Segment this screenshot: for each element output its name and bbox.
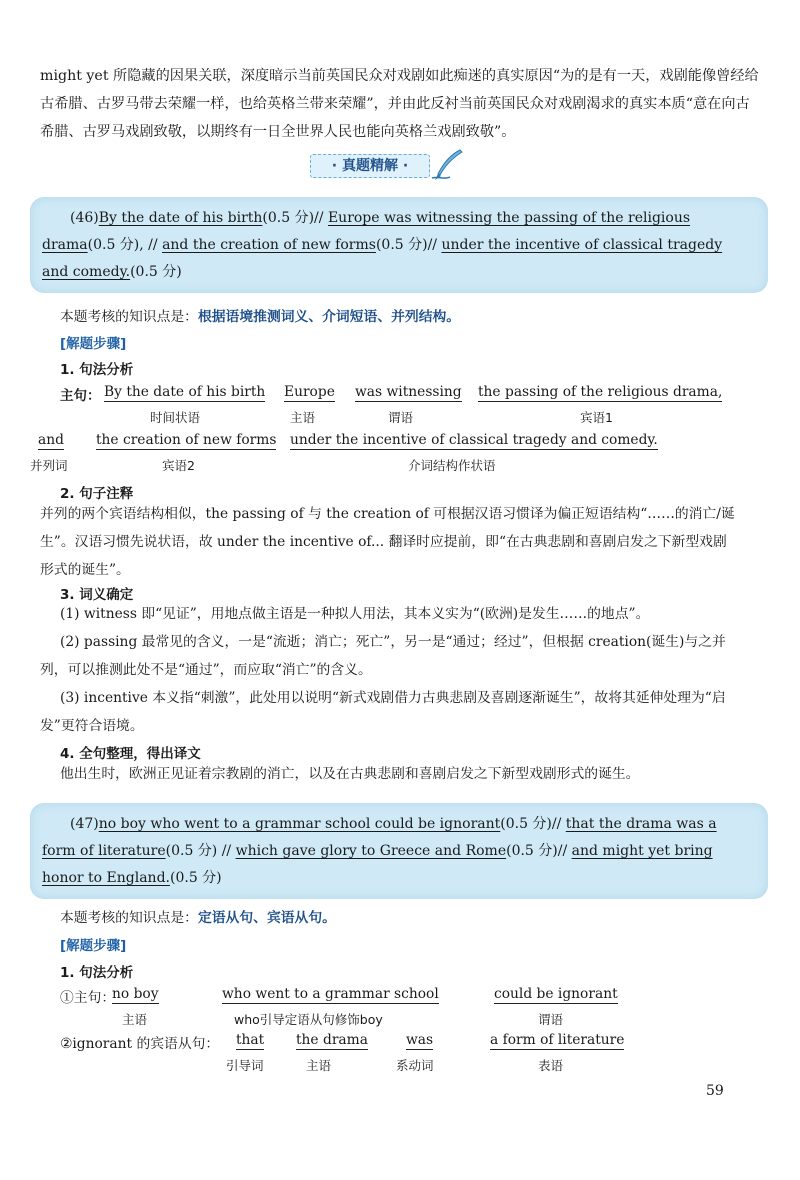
segment-label: 引导词	[226, 1058, 264, 1073]
main-clause-prefix: ①主句：	[60, 990, 116, 1006]
score-mark: (0.5 分)//	[500, 816, 566, 832]
heading-note-46: 2. 句子注释	[60, 486, 134, 502]
segment-label: 谓语	[388, 410, 414, 425]
knowledge-point-47	[60, 906, 336, 926]
segment: By the date of his birth	[104, 384, 266, 400]
answer-box-47	[30, 803, 768, 899]
segment-label: 系动词	[396, 1058, 434, 1073]
word-note-1: (1) witness 即“见证”，用地点做主语是一种拟人用法，其本义实为“(欧洲)是发生……的地点”。	[60, 606, 650, 622]
score-mark: (0.5 分)	[130, 264, 182, 280]
score-mark: (0.5 分)	[170, 870, 222, 886]
answer-box-46	[30, 197, 768, 293]
segment-label: 宾语1	[580, 410, 613, 425]
segment-label: 宾语2	[162, 458, 195, 473]
quill-pen-icon	[430, 148, 466, 182]
note-text: 并列的两个宾语结构相似，the passing of 与 the creation of 可根据汉语习惯译为偏正短语结构“……的消亡/诞生”。汉语习惯先说状语，故 under the incentive of... 翻译时应提前，即“在古典悲剧和喜剧启发之下新型戏剧形式的诞生”。	[40, 506, 735, 578]
segment-label: 主语	[306, 1058, 332, 1073]
knowledge-point-46	[60, 305, 460, 325]
segment: could be ignorant	[494, 986, 618, 1002]
segment-label: who引导定语从句修饰boy	[234, 1012, 383, 1027]
question-number: (46)	[70, 210, 99, 226]
segment: the creation of new forms	[96, 432, 277, 448]
kp-value: 定语从句、宾语从句。	[197, 910, 336, 926]
steps-tag: [解题步骤]	[60, 336, 127, 352]
answer-text-46	[42, 205, 732, 286]
segment-label: 时间状语	[150, 410, 201, 425]
segment-label: 主语	[290, 410, 316, 425]
score-mark: (0.5 分)//	[506, 843, 572, 859]
segment: and	[38, 432, 64, 448]
answer-text-47	[42, 811, 732, 892]
heading-syntax-47: 1. 句法分析	[60, 965, 134, 981]
heading-words-46: 3. 词义确定	[60, 587, 134, 603]
answer-phrase: Europe was witnessing the passing of the religious drama	[42, 210, 691, 253]
segment-label: 表语	[538, 1058, 564, 1073]
answer-phrase: no boy who went to a grammar school could be ignorant	[98, 816, 501, 832]
score-mark: (0.5 分) //	[165, 843, 236, 859]
segment: who went to a grammar school	[222, 986, 439, 1002]
main-clause-label: 主句：	[60, 388, 101, 404]
segment: the passing of the religious drama,	[478, 384, 723, 400]
answer-phrase: and might yet bring honor to England.	[42, 843, 713, 886]
answer-phrase: which gave glory to Greece and Rome	[235, 843, 507, 859]
segment: under the incentive of classical tragedy and comedy.	[290, 432, 658, 448]
segment-label: 并列词	[30, 458, 68, 473]
segment: was	[406, 1032, 434, 1048]
kp-value: 根据语境推测词义、介词短语、并列结构。	[197, 309, 461, 325]
kp-prefix: 本题考核的知识点是：	[60, 910, 198, 926]
segment: a form of literature	[490, 1032, 625, 1048]
segment: was witnessing	[355, 384, 462, 400]
heading-translation-46: 4. 全句整理，得出译文	[60, 746, 201, 762]
segment: Europe	[284, 384, 335, 400]
steps-tag: [解题步骤]	[60, 938, 127, 954]
score-mark: (0.5 分), //	[87, 237, 163, 253]
kp-prefix: 本题考核的知识点是：	[60, 309, 198, 325]
heading-syntax-46: 1. 句法分析	[60, 362, 134, 378]
question-number: (47)	[70, 816, 99, 832]
object-clause-prefix: ②ignorant 的宾语从句：	[60, 1036, 220, 1052]
score-mark: (0.5 分)//	[375, 237, 442, 253]
intro-paragraph: might yet 所隐藏的因果关联，深度暗示当前英国民众对戏剧如此痴迷的真实原因“为的是有一天，戏剧能像曾经给古希腊、古罗马带去荣耀一样，也给英格兰带来荣耀”，并由此反衬当前英国民众对戏剧渴求的真实本质“意在向古希腊、古罗马戏剧致敬，以期终有一日全世界人民也能向英格兰戏剧致敬”。	[40, 68, 759, 140]
page-number: 59	[706, 1083, 724, 1099]
segment-label: 介词结构作状语	[408, 458, 496, 473]
segment-label: 主语	[122, 1012, 148, 1027]
section-banner-label: · 真题精解 ·	[310, 154, 430, 178]
segment-label: 谓语	[538, 1012, 564, 1027]
answer-phrase: By the date of his birth	[98, 210, 263, 226]
segment: the drama	[296, 1032, 368, 1048]
section-banner	[310, 152, 490, 182]
score-mark: (0.5 分)//	[262, 210, 328, 226]
segment: that	[236, 1032, 265, 1048]
word-note-3: (3) incentive 本义指“刺激”，此处用以说明“新式戏剧借力古典悲剧及喜剧逐渐诞生”，故将其延伸处理为“启发”更符合语境。	[40, 690, 726, 734]
translation-46: 他出生时，欧洲正见证着宗教剧的消亡，以及在古典悲剧和喜剧启发之下新型戏剧形式的诞生。	[60, 766, 640, 782]
answer-phrase: that the drama was a form of literature	[42, 816, 717, 859]
answer-phrase: and the creation of new forms	[162, 237, 376, 253]
segment: no boy	[112, 986, 159, 1002]
answer-phrase: under the incentive of classical tragedy and comedy.	[42, 237, 723, 280]
word-note-2: (2) passing 最常见的含义，一是“流逝；消亡；死亡”，另一是“通过；经过”，但根据 creation(诞生)与之并列，可以推测此处不是“通过”，而应取“消亡”的含义。	[40, 634, 726, 678]
note-paragraph-46	[40, 500, 740, 584]
